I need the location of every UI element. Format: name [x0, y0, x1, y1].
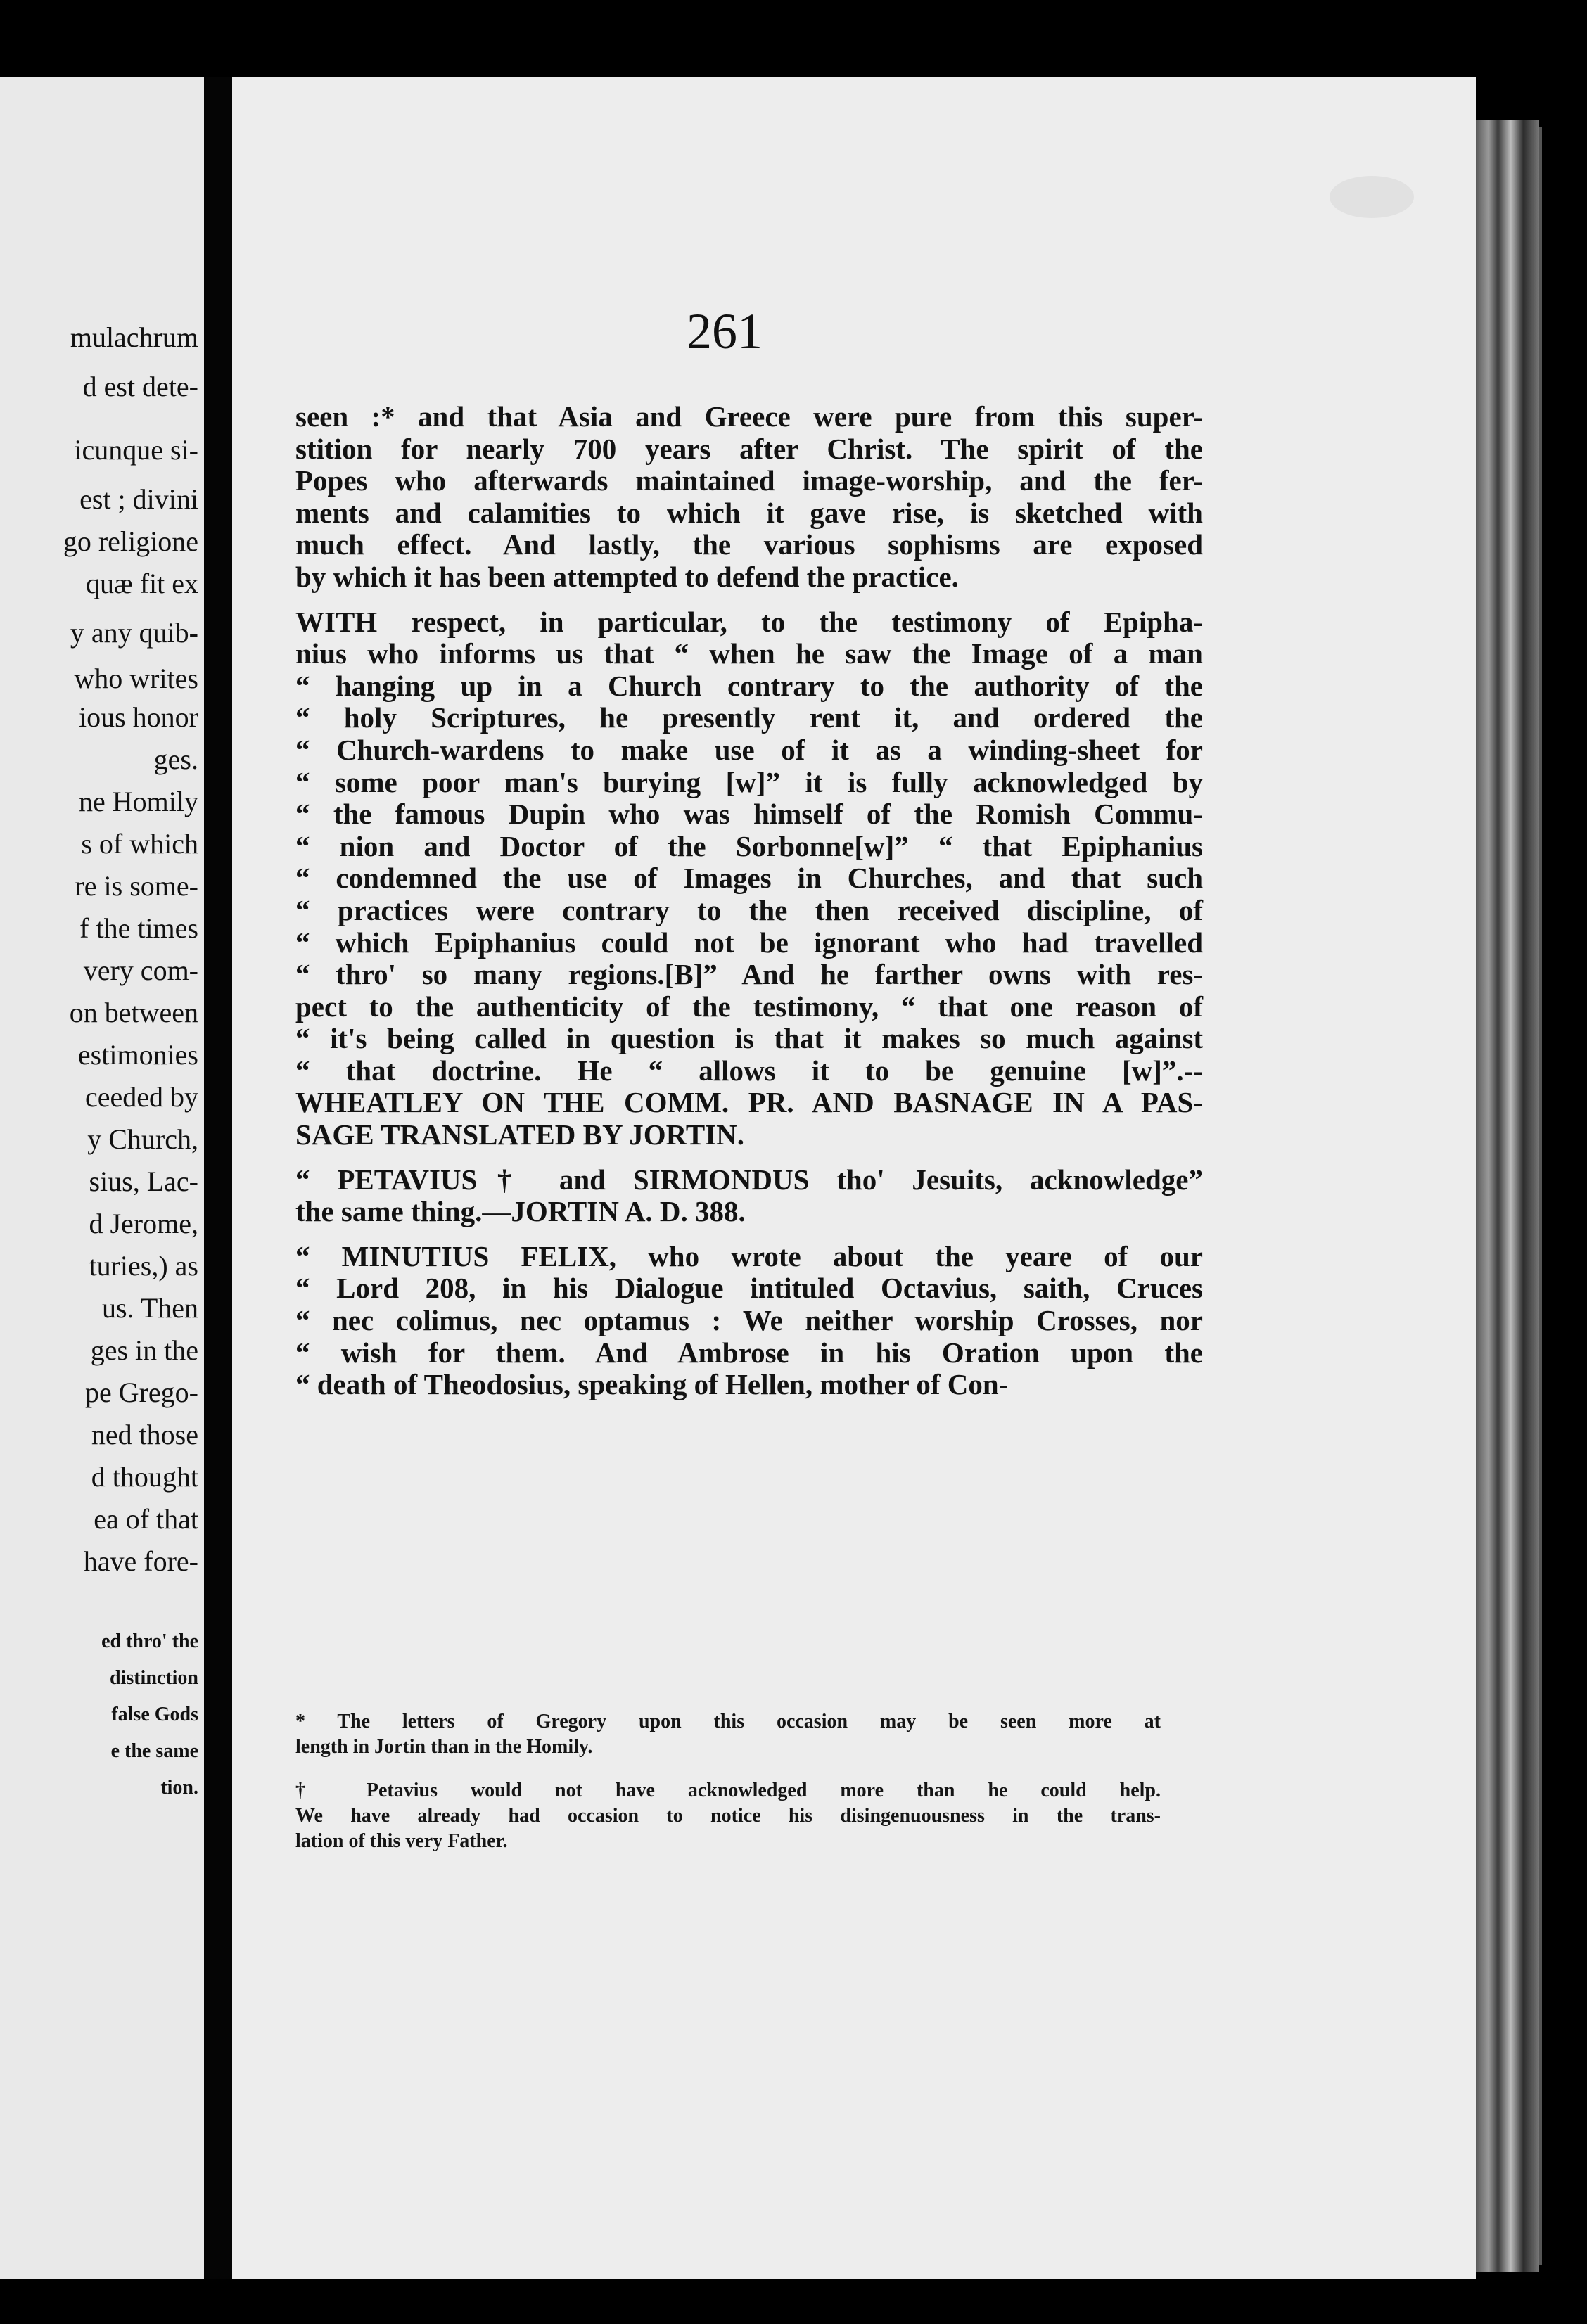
left-page-line: y any quib- [70, 617, 198, 649]
left-page-note-line: false Gods [111, 1704, 198, 1725]
left-page-line: mulachrum [70, 321, 198, 353]
left-page-line: have fore- [83, 1545, 198, 1577]
left-page-line: estimonies [77, 1039, 198, 1071]
text-line: pect to the authenticity of the testimony, “ that one reason of [295, 990, 1203, 1023]
left-page-line: pe Grego- [84, 1377, 198, 1408]
paragraph [295, 606, 1203, 1151]
facing-page-left [0, 77, 208, 2279]
paper-stain [1330, 176, 1414, 218]
footnote-line: † Petavius would not have acknowledged more than he could help. [295, 1780, 1161, 1801]
text-line: “ it's being called in question is that it makes so much against [295, 1022, 1203, 1055]
left-page-line: us. Then [101, 1292, 198, 1324]
text-line: “ Church-wardens to make use of it as a winding-sheet for [295, 733, 1203, 766]
page-edge-line [1539, 127, 1542, 2265]
text-line: WHEATLEY ON THE COMM. PR. AND BASNAGE IN A PAS- [295, 1086, 1203, 1119]
left-page-line: d est dete- [82, 371, 198, 402]
main-text [295, 401, 1203, 1401]
text-line: “ hanging up in a Church contrary to the authority of the [295, 669, 1203, 702]
footnote-line: * The letters of Gregory upon this occasion may be seen more at [295, 1711, 1161, 1732]
text-line: Popes who afterwards maintained image-worship, and the fer- [295, 464, 1203, 497]
left-page-line: icunque si- [74, 434, 198, 466]
text-line: “ which Epiphanius could not be ignorant who had travelled [295, 926, 1203, 959]
text-line: “ that doctrine. He “ allows it to be genuine [w]”.-- [295, 1054, 1203, 1087]
text-line: “ wish for them. And Ambrose in his Oration upon the [295, 1336, 1203, 1369]
left-page-line: sius, Lac- [89, 1166, 198, 1197]
footnote [295, 1778, 1161, 1854]
text-line: “ holy Scriptures, he presently rent it, and ordered the [295, 701, 1203, 734]
left-page-line: ges. [153, 743, 198, 775]
left-page-line: d Jerome, [89, 1208, 198, 1239]
text-line: by which it has been attempted to defend the practice. [295, 560, 959, 593]
left-page-note-line: tion. [160, 1777, 198, 1799]
text-line: “ death of Theodosius, speaking of Hellen, mother of Con- [295, 1368, 1009, 1401]
text-line: “ Lord 208, in his Dialogue intituled Octavius, saith, Cruces [295, 1272, 1203, 1305]
book-gutter [204, 77, 232, 2279]
paragraph [295, 1164, 1203, 1228]
left-page-line: ges in the [90, 1334, 198, 1366]
left-page-line: on between [69, 997, 198, 1028]
text-line: seen :* and that Asia and Greece were pure from this super- [295, 400, 1203, 433]
text-line: nius who informs us that “ when he saw the Image of a man [295, 637, 1203, 670]
left-page-line: s of which [81, 828, 198, 860]
left-page-line: re is some- [75, 870, 198, 902]
text-line: stition for nearly 700 years after Christ. The spirit of the [295, 432, 1203, 465]
left-page-note-line: distinction [109, 1667, 198, 1689]
text-line: “ nec colimus, nec optamus : We neither worship Crosses, nor [295, 1304, 1203, 1337]
text-line: “ MINUTIUS FELIX, who wrote about the yeare of our [295, 1239, 1203, 1272]
left-page-line: ne Homily [79, 786, 198, 817]
left-page-note-line: ed thro' the [101, 1630, 198, 1652]
left-page-line: who writes [74, 663, 198, 694]
page-number: 261 [687, 303, 763, 359]
text-line: “ PETAVIUS† and SIRMONDUS tho' Jesuits, acknowledge” [295, 1163, 1203, 1196]
paragraph [295, 401, 1203, 594]
left-page-line: quæ fit ex [86, 568, 198, 599]
left-page-line: y Church, [87, 1123, 198, 1155]
text-line: the same thing.—JORTIN A. D. 388. [295, 1195, 746, 1228]
left-page-line: very com- [83, 954, 198, 986]
page-edges [1476, 120, 1539, 2272]
left-page-line: ceeded by [84, 1081, 198, 1113]
text-line: SAGE TRANSLATED BY JORTIN. [295, 1118, 745, 1151]
text-line: “ condemned the use of Images in Churches, and that such [295, 862, 1203, 895]
footnote-line: We have already had occasion to notice his disingenuousness in the trans- [295, 1805, 1161, 1827]
footnote [295, 1709, 1161, 1760]
left-page-line: est ; divini [79, 483, 198, 515]
left-page-line: f the times [79, 912, 198, 944]
text-line: ments and calamities to which it gave rise, is sketched with [295, 496, 1203, 529]
left-page-line: d thought [91, 1461, 198, 1493]
left-page-line: ious honor [79, 701, 198, 733]
text-line: “ thro' so many regions.[B]” And he farther owns with res- [295, 958, 1203, 991]
left-page-line: go religione [63, 525, 198, 557]
footnote-line: lation of this very Father. [295, 1830, 508, 1852]
left-page-line: ea of that [94, 1503, 198, 1535]
left-page-note-line: e the same [110, 1740, 198, 1762]
footnote-line: length in Jortin than in the Homily. [295, 1736, 593, 1758]
text-line: “ nion and Doctor of the Sorbonne[w]” “ that Epiphanius [295, 829, 1203, 862]
text-line: “ some poor man's burying [w]” it is fully acknowledged by [295, 765, 1203, 798]
text-line: much effect. And lastly, the various sophisms are exposed [295, 528, 1203, 561]
footnotes [295, 1709, 1161, 1854]
left-page-line: turies,) as [89, 1250, 198, 1282]
left-page-line: ned those [91, 1419, 198, 1450]
text-line: “ practices were contrary to the then received discipline, of [295, 893, 1203, 926]
text-line: “ the famous Dupin who was himself of the Romish Commu- [295, 798, 1203, 831]
paragraph [295, 1241, 1203, 1401]
text-line: WITH respect, in particular, to the testimony of Epipha- [295, 605, 1203, 638]
